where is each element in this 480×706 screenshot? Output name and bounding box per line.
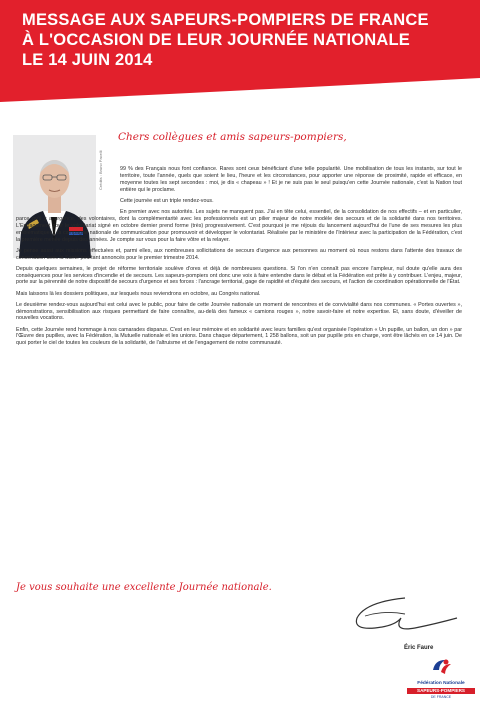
federation-emblem-icon — [429, 656, 453, 680]
logo-line: SAPEURS-POMPIERS — [407, 688, 475, 694]
page-title — [22, 10, 462, 70]
signer-name: Éric Faure — [404, 645, 434, 651]
title-line: MESSAGE AUX SAPEURS-POMPIERS DE FRANCE — [22, 11, 429, 29]
letter-body — [16, 166, 462, 574]
title-line: LE 14 JUIN 2014 — [22, 51, 153, 69]
handwritten-signature — [345, 588, 465, 648]
letter-paragraph: Enfin, cette Journée rend hommage à nos camarades disparus. C'est en leur mémoire et en solidarité avec leurs familles qu'est organisée l'opération « Un pupille, un ballon, un don » par l'Œuvre des pupilles, avec la Fédération, la Mutuelle nationale et les unions. Dans chaque département, 1 258 ballons, soit un par pupille pris en charge, vont être lâchés en ce 14 juin. De quoi porter le ciel de toutes les couleurs de la solidarité, de l'altruisme et de l'engagement de notre communauté. — [16, 326, 462, 347]
letter-paragraph: Cette journée est un triple rendez-vous. — [120, 197, 214, 204]
logo-line: DE FRANCE — [430, 695, 452, 699]
letter-paragraph: En premier avec nos autorités. Les sujets ne manquent pas. J'ai en tête celui, essentiel, de la consolidation de nos effectifs – et en particulier, parce qu'il y a urgence, des volontaires, dont la complémentarité avec les professionnels est un pilier majeur de notre modèle des secours et de la solidarité dans nos territoires. L'Engagement pour le volontariat signé en octobre dernier prend forme (très) progressivement. C'est pourquoi je me réjouis du lancement aujourd'hui de l'une de ses mesures les plus emblématiques : la campagne nationale de communication pour promouvoir et développer le volontariat. Réalisée par le ministère de l'Intérieur avec la participation de la Fédération, c'est la première menée depuis des années. Je compte sur vous pour la faire vôtre et la relayer. — [16, 208, 462, 243]
logo-line: Fédération Nationale — [417, 681, 465, 686]
title-line: À L'OCCASION DE LEUR JOURNÉE NATIONALE — [22, 31, 410, 49]
letter-paragraph: Depuis quelques semaines, le projet de réforme territoriale soulève d'ores et déjà de nombreuses questions. Si l'on n'en connaît pas encore l'ampleur, nul doute qu'elle aura des conséquences pour les services d'incendie et de secours. Les sapeurs-pompiers ont donc une voix à faire entendre dans le débat et la Fédération est prête à y contribuer. L'enjeu, majeur, porte sur la pérennité de notre dispositif de secours d'urgence et ses forces : l'ancrage territorial, gage de rapidité et d'équité des secours, et l'action de coordination opérationnelle de l'État. — [16, 265, 462, 286]
photo-credit: Crédits : Bruno Pacelli — [98, 150, 103, 190]
letter-paragraph: 99 % des Français nous font confiance. Rares sont ceux bénéficiant d'une telle popularité. Une mobilisation de tous les instants, sur tout le territoire, toute l'année, quels que soient le lieu, l'heure et les circonstances, pour apporter une réponse de proximité, rapide et efficace, en moyenne toutes les sept secondes : moi, je dis « chapeau » ! Et je ne suis pas le seul puisqu'en cette Journée nationale, c'est la Nation tout entière qui le proclame. — [120, 166, 462, 193]
federation-logo — [407, 656, 475, 702]
letter-paragraph: Je pense aussi aux missions effectuées et, parmi elles, aux nombreuses sollicitations de secours d'urgence aux personnes au moment où nous restons dans l'attente des travaux de concertation avec la Santé pourtant annoncés pour le premier trimestre 2014. — [16, 247, 462, 261]
closing-wishes: Je vous souhaite une excellente Journée nationale. — [16, 582, 272, 593]
letter-paragraph: Mais laissons là les dossiers politiques, sur lesquels nous reviendrons en octobre, au Congrès national. — [16, 290, 261, 297]
header-banner — [0, 0, 480, 120]
letter-paragraph: Le deuxième rendez-vous aujourd'hui est celui avec le public, pour faire de cette Journée nationale un moment de rencontres et de convivialité dans nos communes. « Portes ouvertes », démonstrations, sensibilisation aux risques permettant de faire connaître, au-delà des fameux « camions rouges », notre savoir-faire et notre expertise. Et, sans doute, d'éveiller de nouvelles vocations. — [16, 301, 462, 322]
salutation: Chers collègues et amis sapeurs-pompiers, — [118, 131, 347, 143]
